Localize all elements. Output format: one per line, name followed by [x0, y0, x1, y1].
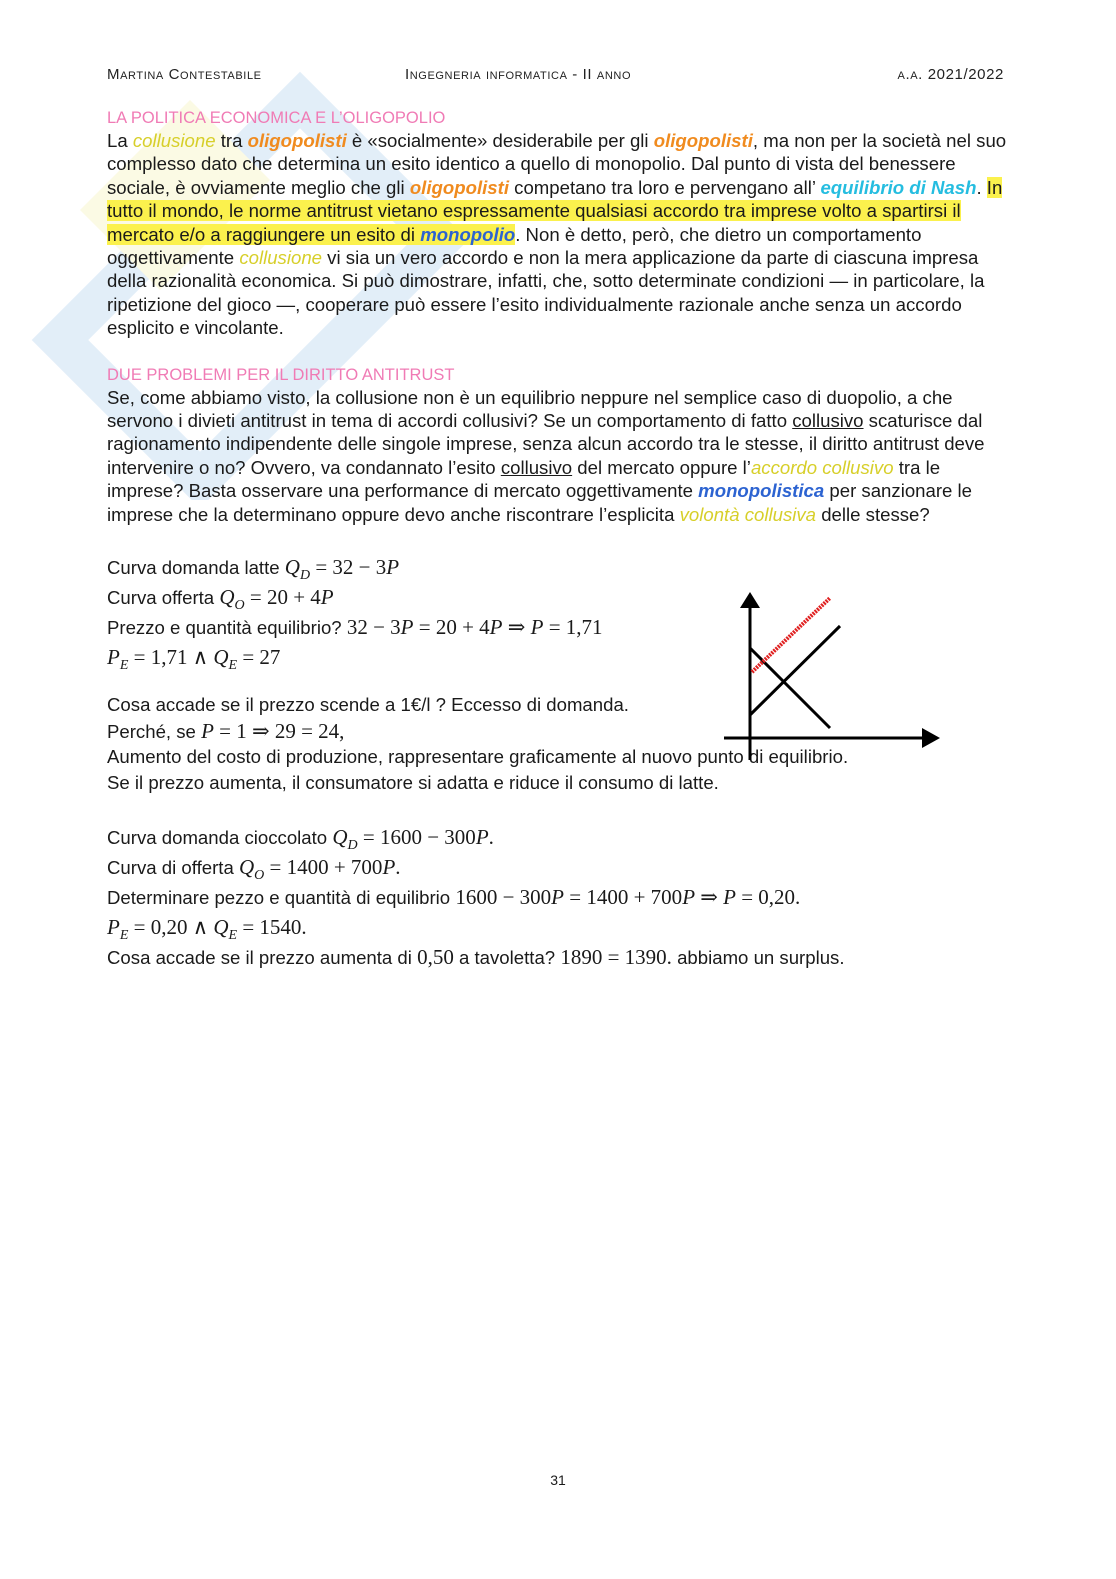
- underlined-collusivo: collusivo: [500, 456, 573, 478]
- exercise-line: Perché, se P = 1 ⇒ 29 = 24,: [107, 719, 345, 744]
- supply-curve: [750, 626, 840, 715]
- supply-demand-sketch: [718, 590, 946, 762]
- header-course: Ingegneria informatica - II anno: [405, 66, 632, 83]
- paragraph-antitrust: Se, come abbiamo visto, la collusione non è un equilibrio neppure nel semplice caso di duopolio, a che servono i divieti antitrust in tema di accordi collusivi? Se un comportamento di fatto collusivo scaturisce dal ragionamento indipendente delle singole imprese, senza alcun accordo tra le stesse, il diritto antitrust deve intervenire o no? Ovvero, va condannato l’esito collusivo del mercato oppure l’accordo collusivo tra le imprese? Basta osservare una performance di mercato oggettivamente monopolistica per sanzionare le imprese che la determinano oppure devo anche riscontrare l’esplicita volontà collusiva delle stesse?: [107, 386, 985, 525]
- keyword-collusione: collusione: [239, 247, 323, 269]
- exercise-line: Aumento del costo di produzione, rappresentare graficamente al nuovo punto di equilibrio.: [107, 746, 849, 768]
- keyword-volonta-collusiva: volontà collusiva: [679, 503, 817, 525]
- x-axis-arrow: [922, 728, 940, 748]
- section-title-antitrust: DUE PROBLEMI PER IL DIRITTO ANTITRUST: [107, 365, 455, 384]
- underlined-collusivo: collusivo: [792, 410, 864, 432]
- new-supply-curve: [752, 598, 830, 672]
- exercise-line: Curva domanda cioccolato $Q_D = 1600 - 300P$.: [107, 825, 494, 854]
- keyword-oligopolisti: oligopolisti: [409, 176, 509, 198]
- keyword-equilibrio-nash: equilibrio di Nash: [820, 176, 977, 198]
- header-year: a.a. 2021/2022: [897, 66, 1004, 83]
- exercise-line: Curva offerta $Q_O = 20 + 4P$: [107, 585, 334, 614]
- exercise-line: Se il prezzo aumenta, il consumatore si adatta e riduce il consumo di latte.: [107, 772, 719, 794]
- keyword-oligopolisti: oligopolisti: [653, 130, 753, 151]
- exercise-line: Cosa accade se il prezzo scende a 1€/l ? Eccesso di domanda.: [107, 694, 629, 716]
- page-header: [107, 66, 1004, 88]
- keyword-collusione: collusione: [132, 130, 216, 151]
- page-content: [107, 107, 1007, 972]
- exercise-line: Cosa accade se il prezzo aumenta di 0,50 a tavoletta? 1890 = 1390. abbiamo un surplus.: [107, 945, 845, 970]
- exercise-line: Curva di offerta $Q_O = 1400 + 700P$.: [107, 855, 401, 884]
- keyword-accordo-collusivo: accordo collusivo: [750, 456, 894, 478]
- paragraph-politica: La collusione tra oligopolisti è «socialmente» desiderabile per gli oligopolisti, ma non per la società nel suo complesso dato che determina un esito identico a quello di monopolio. Dal punto di vista del benessere sociale, è ovviamente meglio che gli oligopolisti competano tra loro e pervengano all’ equilibrio di Nash. In tutto il mondo, le norme antitrust vietano espressamente qualsiasi accordo tra imprese volto a spartirsi il mercato e/o a raggiungere un esito di monopolio. Non è detto, però, che dietro un comportamento oggettivamente collusione vi sia un vero accordo e non la mera applicazione da parte di ciascuna impresa della razionalità economica. Si può dimostrare, infatti, che, sotto determinate condizioni — in particolare, la ripetizione del gioco —, cooperare può essere l’esito individualmente razionale anche senza un accordo esplicito e vincolante.: [107, 130, 1007, 339]
- section-title-politica: LA POLITICA ECONOMICA E L’OLIGOPOLIO: [107, 109, 446, 127]
- header-author: Martina Contestabile: [107, 66, 262, 83]
- highlighted-text: In tutto il mondo, le norme antitrust vietano espressamente qualsiasi accordo tra imprese volto a spartirsi il mercato e/o a raggiungere un esito di monopolio: [107, 176, 1003, 245]
- y-axis-arrow: [740, 592, 760, 608]
- page-number: 31: [550, 1472, 566, 1488]
- keyword-monopolio: monopolio: [420, 223, 516, 245]
- keyword-oligopolisti: oligopolisti: [247, 130, 347, 151]
- exercise-line: Determinare pezzo e quantità di equilibrio 1600 − 300P = 1400 + 700P ⇒ P = 0,20.: [107, 885, 801, 910]
- exercise-line: Curva domanda latte $Q_D = 32 - 3P$: [107, 555, 400, 584]
- keyword-monopolistica: monopolistica: [698, 480, 825, 502]
- exercise-line: $P_E = 1,71$ ∧ $Q_E = 27$: [107, 645, 281, 674]
- exercise-line: $P_E = 0,20$ ∧ $Q_E = 1540$.: [107, 915, 307, 944]
- exercise-line: Prezzo e quantità equilibrio? 32 − 3P = 20 + 4P ⇒ P = 1,71: [107, 615, 603, 640]
- exercise-cioccolato: [107, 822, 1007, 972]
